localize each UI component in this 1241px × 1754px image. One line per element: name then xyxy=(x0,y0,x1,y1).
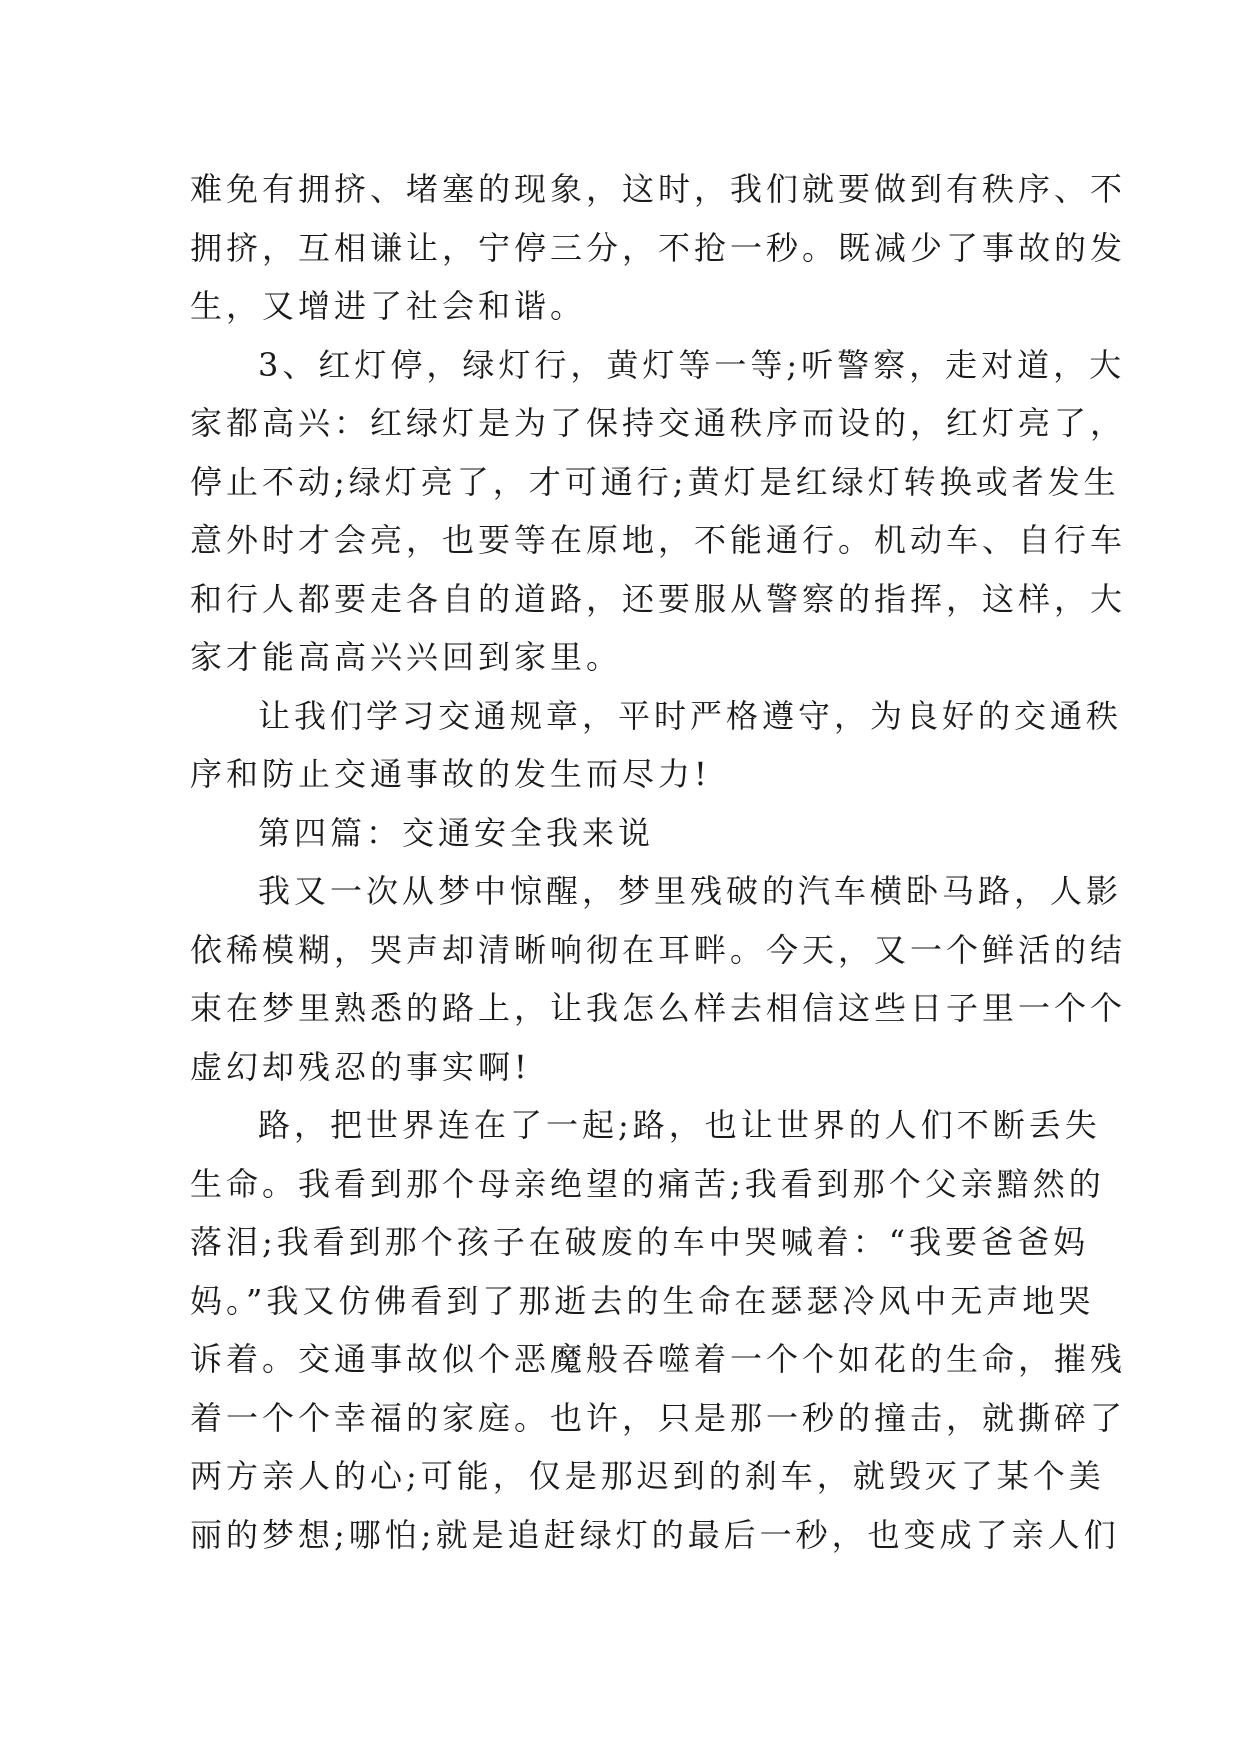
document-body xyxy=(190,160,1127,1564)
text-line: 妈。”我又仿佛看到了那逝去的生命在瑟瑟冷风中无声地哭 xyxy=(190,1281,1095,1320)
text-line: 丽的梦想;哪怕;就是追赶绿灯的最后一秒，也变成了亲人们 xyxy=(190,1515,1120,1554)
text-line: 诉着。交通事故似个恶魔般吞噬着一个个如花的生命，摧残 xyxy=(190,1340,1127,1378)
text-line: 生，又增进了社会和谐。 xyxy=(190,287,587,325)
text-line: 生命。我看到那个母亲绝望的痛苦;我看到那个父亲黯然的 xyxy=(190,1164,1105,1203)
text-line: 落泪;我看到那个孩子在破废的车中哭喊着：“我要爸爸妈 xyxy=(190,1223,1090,1261)
text-line: 3、红灯停，绿灯行，黄灯等一等;听警察，走对道，大 xyxy=(258,345,1126,384)
text-line: 虚幻却残忍的事实啊! xyxy=(190,1047,531,1086)
text-line: 难免有拥挤、堵塞的现象，这时，我们就要做到有秩序、不 xyxy=(190,170,1127,208)
text-line: 拥挤，互相谦让，宁停三分，不抢一秒。既减少了事故的发 xyxy=(190,228,1127,267)
text-line: 着一个个幸福的家庭。也许，只是那一秒的撞击，就撕碎了 xyxy=(190,1398,1127,1437)
text-line: 家都高兴：红绿灯是为了保持交通秩序而设的，红灯亮了， xyxy=(190,404,1127,442)
text-line: 让我们学习交通规章，平时严格遵守，为良好的交通秩 xyxy=(258,696,1123,735)
text-line: 序和防止交通事故的发生而尽力! xyxy=(190,755,711,793)
text-line: 停止不动;绿灯亮了，才可通行;黄灯是红绿灯转换或者发生 xyxy=(190,462,1120,501)
text-line: 束在梦里熟悉的路上，让我怎么样去相信这些日子里一个个 xyxy=(190,989,1127,1027)
text-line: 我又一次从梦中惊醒，梦里残破的汽车横卧马路，人影 xyxy=(258,872,1123,910)
text-line: 路，把世界连在了一起;路，也让世界的人们不断丢失 xyxy=(258,1106,1101,1144)
text-line: 和行人都要走各自的道路，还要服从警察的指挥，这样，大 xyxy=(190,579,1127,618)
text-line: 意外时才会亮，也要等在原地，不能通行。机动车、自行车 xyxy=(190,521,1127,559)
text-line: 两方亲人的心;可能，仅是那迟到的刹车，就毁灭了某个美 xyxy=(190,1457,1105,1495)
text-line: 家才能高高兴兴回到家里。 xyxy=(190,638,623,676)
text-line: 依稀模糊，哭声却清晰响彻在耳畔。今天，又一个鲜活的结 xyxy=(190,930,1127,969)
section-heading: 第四篇：交通安全我来说 xyxy=(258,813,655,852)
